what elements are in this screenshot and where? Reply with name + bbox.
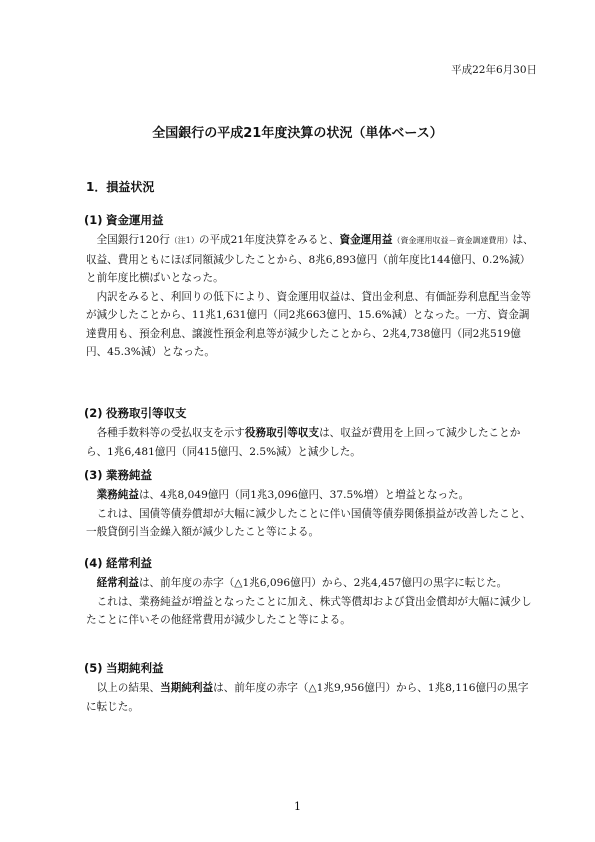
paragraph [86, 574, 536, 593]
bold-term: 経常利益 [96, 577, 139, 589]
text-run: これは、国債等債券償却が大幅に減少したことに伴い国債等債券関係損益が改善したこと、一般貸倒引当金繰入額が減少したこと等による。 [86, 507, 531, 538]
document-title: 全国銀行の平成21年度決算の状況（単体ベース） [152, 126, 443, 141]
text-run: は、前年度の赤字（△1兆6,096億円）から、2兆4,457億円の黒字に転じた。 [138, 577, 508, 589]
subsection-heading-3 [84, 467, 152, 483]
subsection-body-5 [86, 679, 536, 716]
subsection-number: (5) [84, 661, 103, 675]
text-run: は、4兆8,049億円（同1兆3,096億円、37.5%増）と増益となった。 [138, 489, 470, 501]
text-run: 内訳をみると、利回りの低下により、資金運用収益は、貸出金利息、有価証券利息配当金等が減少したことから、11兆1,631億円（同2兆663億円、15.6%減）となった。一方、資金調達費用も、預金利息、譲渡性預金利息等が減少したことから、2兆4,738億円（同2兆519億円、45.3%減）となった。 [86, 290, 531, 358]
subsection-heading-4 [84, 555, 152, 571]
paragraph [86, 593, 536, 630]
subsection-title: 業務純益 [106, 468, 152, 482]
subsection-body-1 [86, 231, 536, 362]
paragraph [86, 424, 536, 461]
subsection-title: 当期純利益 [106, 661, 164, 675]
subsection-title: 資金運用益 [106, 213, 164, 227]
paragraph [86, 679, 536, 716]
bold-term: 当期純利益 [160, 682, 214, 694]
paragraph [86, 486, 536, 505]
paragraph [86, 288, 536, 362]
subsection-title: 経常利益 [106, 556, 152, 570]
subsection-heading-5 [84, 660, 164, 676]
page-number: 1 [294, 800, 301, 813]
document-date: 平成22年6月30日 [451, 64, 537, 76]
text-run: 全国銀行120行 [96, 234, 170, 246]
subsection-number: (4) [84, 556, 103, 570]
subsection-body-4 [86, 574, 536, 630]
subsection-number: (1) [84, 213, 103, 227]
subsection-number: (3) [84, 468, 103, 482]
paragraph [86, 231, 536, 288]
subsection-title: 役務取引等収支 [106, 406, 187, 420]
bold-term: 資金運用益 [339, 234, 393, 246]
subsection-number: (2) [84, 406, 103, 420]
annotation-text: （注1） [169, 236, 199, 245]
text-run: 各種手数料等の受払収支を示す [96, 427, 245, 439]
text-run: の平成21年度決算をみると、 [198, 234, 340, 246]
text-run: これは、業務純益が増益となったことに加え、株式等償却および貸出金償却が大幅に減少したことに伴いその他経常費用が減少したこと等による。 [86, 595, 532, 626]
text-run: は、収益が費用を上回って減少したことから、1兆6,481億円（同415億円、2.5%減）と減少した。 [86, 427, 521, 458]
bold-term: 業務純益 [96, 489, 139, 501]
text-run: は、前年度の赤字（△1兆9,956億円）から、1兆8,116億円の黒字に転じた。 [86, 682, 529, 713]
subsection-body-2 [86, 424, 536, 461]
subsection-heading-1 [84, 212, 164, 228]
subsection-heading-2 [84, 405, 187, 421]
text-run: 以上の結果、 [96, 682, 161, 694]
text-run: は、収益、費用ともにほぼ同額減少したことから、8兆6,893億円（前年度比144億円、0.2%減）と前年度比横ばいとなった。 [86, 234, 534, 284]
annotation-text: （資金運用収益－資金調達費用） [392, 236, 513, 245]
bold-term: 役務取引等収支 [244, 427, 320, 439]
paragraph [86, 505, 536, 542]
subsection-body-3 [86, 486, 536, 542]
section-heading: 1．損益状況 [86, 180, 155, 194]
